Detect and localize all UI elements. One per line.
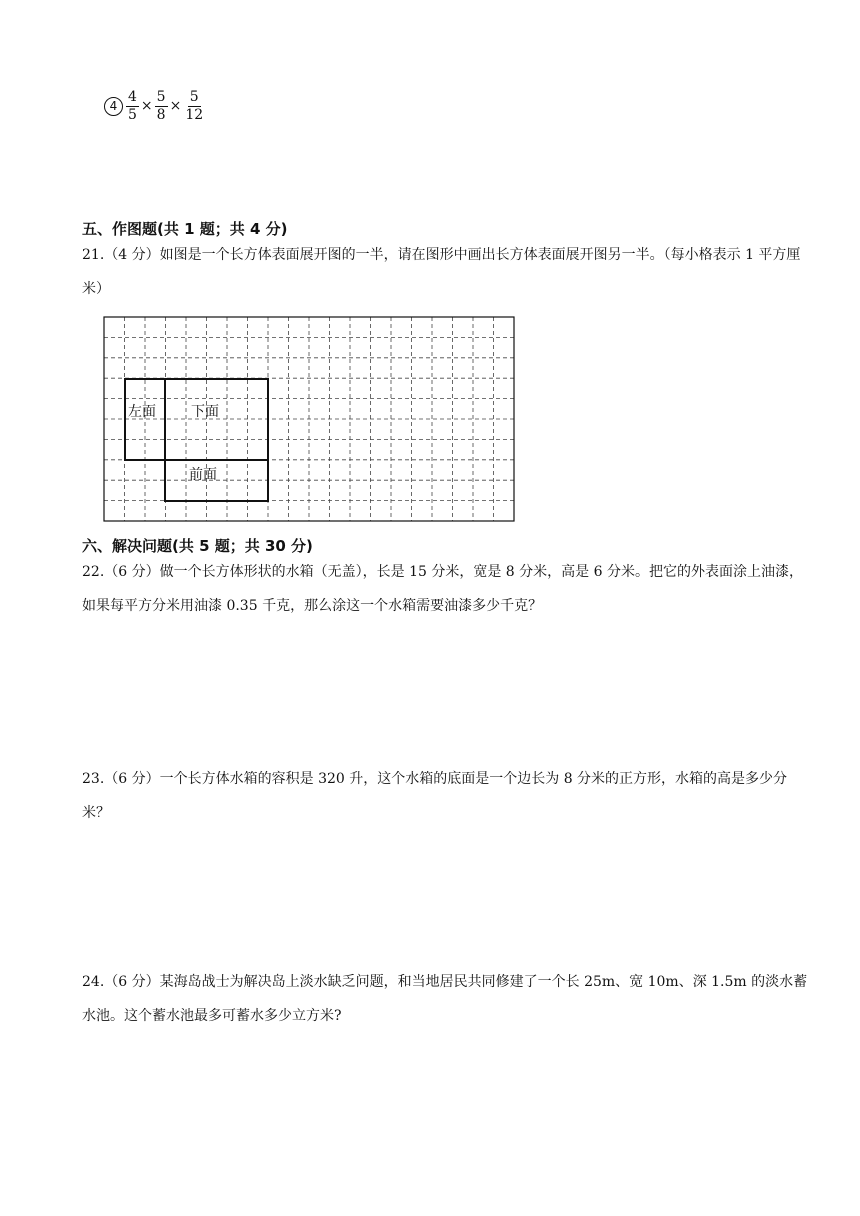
denominator: 5: [128, 106, 137, 123]
label-front-face: 前面: [189, 467, 217, 483]
expression-4: [104, 84, 206, 128]
fraction-2: [155, 89, 168, 124]
circled-index: 4: [104, 97, 123, 116]
times-operator: ×: [140, 98, 153, 114]
unfold-figure: [103, 316, 515, 526]
denominator: 8: [156, 106, 166, 123]
numerator: 5: [189, 88, 199, 105]
denominator: 12: [185, 106, 204, 123]
numerator: 4: [128, 88, 137, 105]
numerator: 5: [156, 88, 166, 105]
question-23: 23.（6 分）一个长方体水箱的容积是 320 升，这个水箱的底面是一个边长为 8 分米的正方形，水箱的高是多少分米？: [82, 771, 788, 821]
fraction-3: [183, 89, 205, 124]
grid-figure: [103, 316, 515, 522]
label-left-face: 左面: [128, 404, 156, 420]
section6-heading: 六、解决问题(共 5 题；共 30 分): [82, 537, 313, 555]
section5-heading: 五、作图题(共 1 题；共 4 分): [82, 220, 288, 238]
label-bottom-face: 下面: [191, 404, 219, 420]
fraction-1: [126, 89, 139, 124]
question-22: 22.（6 分）做一个长方体形状的水箱（无盖），长是 15 分米，宽是 8 分米，高是 6 分米。把它的外表面涂上油漆，如果每平方分米用油漆 0.35 千克，那么涂这一个水箱需要油漆多少千克？: [82, 564, 803, 614]
question-24: 24.（6 分）某海岛战士为解决岛上淡水缺乏问题，和当地居民共同修建了一个长 25m、宽 10m、深 1.5m 的淡水蓄水池。这个蓄水池最多可蓄水多少立方米?: [82, 974, 808, 1024]
times-operator: ×: [169, 98, 182, 114]
question-21: 21.（4 分）如图是一个长方体表面展开图的一半，请在图形中画出长方体表面展开图另一半。（每小格表示 1 平方厘米）: [82, 247, 801, 297]
